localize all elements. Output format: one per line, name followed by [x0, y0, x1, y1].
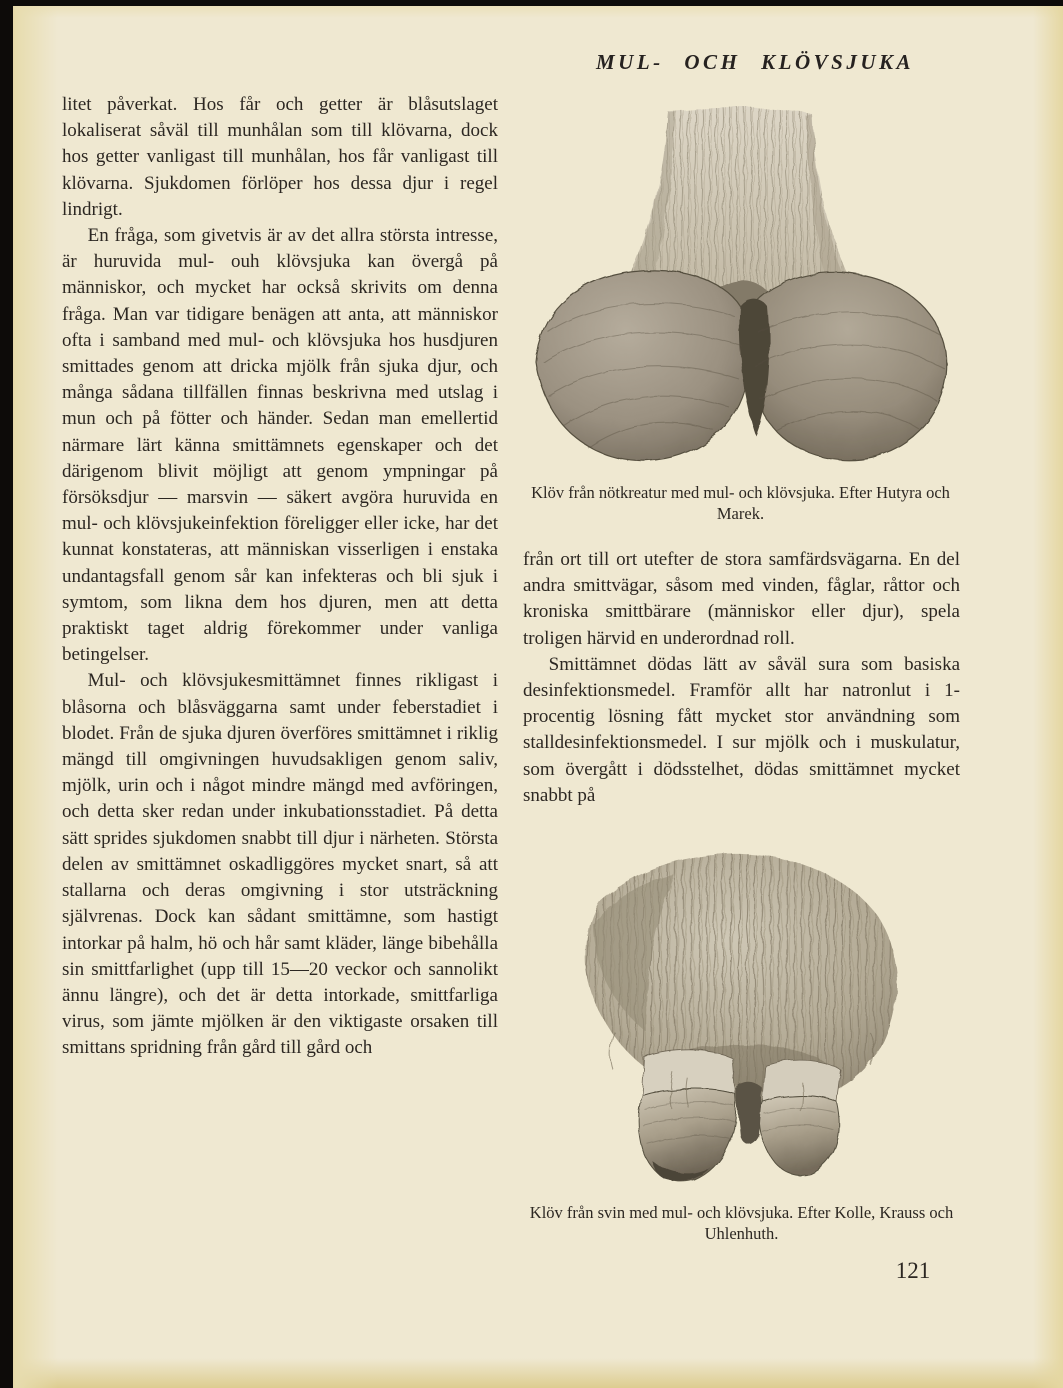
figure-cattle-hoof [518, 100, 963, 524]
cattle-hoof-illustration [518, 100, 963, 472]
page-number: 121 [895, 1258, 931, 1283]
right-column [523, 547, 960, 809]
paragraph: från ort till ort utefter de stora samfärdsvägarna. En del andra smittvägar, såsom med vinden, fåglar, råttor och kroniska smittbärare (människor eller djur), spela troligen härvid en underordnad roll. [523, 549, 960, 649]
figure-pig-hoof [523, 842, 960, 1244]
figure-caption: Klöv från svin med mul- och klövsjuka. Efter Kolle, Krauss och Uhlenhuth. [529, 1203, 954, 1243]
paragraph: En fråga, som givetvis är av det allra största intresse, är huruvida mul- ouh klövsjuka kan övergå på människor, och mycket har också skrivits om denna fråga. Man var tidigare benägen att anta, att människor ofta i samband med mul- och klövsjuka hos husdjuren smittades genom att dricka mjölk från sjuka djur, och många sådana tillfällen finnas beskrivna med utslag i mun och på fötter och händer. Sedan man emellertid närmare lärt känna smittämnets egenskaper och det därigenom blivit möjligt att genom ympningar på försöksdjur — marsvin — säkert avgöra huruvida en mul- och klövsjukeinfektion föreligger eller icke, har det kunnat konstateras, att människan visserligen i enstaka undantagsfall genom sår kan infekteras och bli sjuk i symtom, som likna dem hos djuren, men att detta praktiskt taget aldrig förekommer under vanliga betingelser. [62, 225, 498, 666]
figure-caption: Klöv från nötkreatur med mul- och klövsjuka. Efter Hutyra och Marek. [531, 483, 950, 523]
scan-edge-top [0, 0, 1063, 6]
paragraph: Smittämnet dödas lätt av såväl sura som basiska desinfektionsmedel. Framför allt har natronlut i 1-procentig lösning fått mycket stor användning som stalldesinfektionsmedel. I sur mjölk och i muskulatur, som övergått i dödsstelhet, dödas smittämnet mycket snabbt på [523, 653, 960, 806]
running-header: MUL- OCH KLÖVSJUKA [595, 50, 915, 75]
left-column [62, 92, 498, 1062]
scan-edge-left [0, 0, 13, 1388]
paragraph: litet påverkat. Hos får och getter är blåsutslaget lokaliserat såväl till munhålan som till klövarna, dock hos getter vanligast till munhålan, hos får vanligast till klövarna. Sjukdomen förlöper hos dessa djur i regel lindrigt. [62, 94, 498, 220]
pig-hoof-illustration [553, 842, 931, 1192]
paragraph: Mul- och klövsjukesmittämnet finnes rikligast i blåsorna och blåsväggarna samt under feberstadiet i blodet. Från de sjuka djuren överföres smittämnet i riklig mängd till omgivningen huvudsakligen genom saliv, mjölk, urin och i något mindre mängd med avföringen, och detta sker redan under inkubationsstadiet. På detta sätt sprides sjukdomen snabbt till djur i närheten. Största delen av smittämnet oskadliggöres mycket snart, så att stallarna och deras omgivning i stor utsträckning självrenas. Dock kan sådant smittämne, som hastigt intorkar på halm, hö och hår samt kläder, länge bibehålla sin smittfarlighet (upp till 15—20 veckor och sannolikt ännu längre), och det är detta intorkade, smittfarliga virus, som jämte mjölken är den viktigaste orsaken till smittans spridning från gård till gård och [62, 670, 498, 1059]
